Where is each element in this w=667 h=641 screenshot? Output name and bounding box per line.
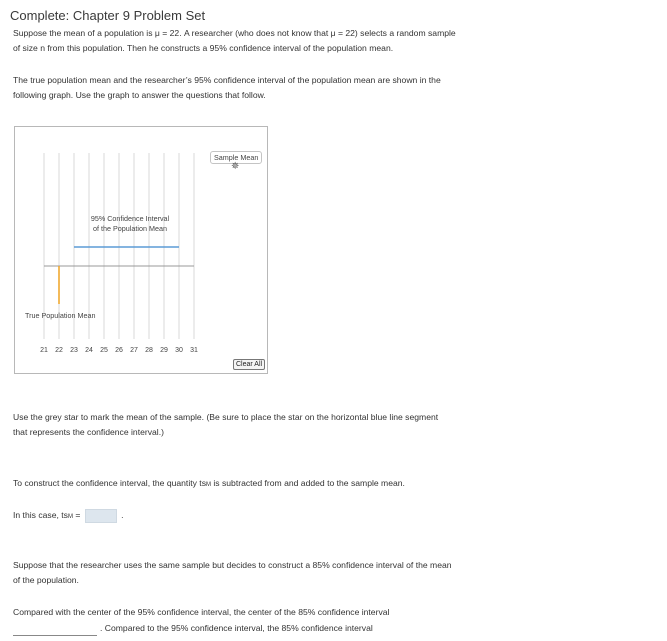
tick-label-25: 25: [100, 347, 108, 354]
tick-label-21: 21: [40, 347, 48, 354]
instruction-line-2: that represents the confidence interval.): [13, 427, 164, 437]
case-equals: =: [72, 510, 81, 520]
ci-label-line-1: 95% Confidence Interval: [90, 214, 170, 223]
tick-label-23: 23: [70, 347, 78, 354]
graph-intro-line-2: following graph. Use the graph to answer the questions that follow.: [13, 90, 266, 100]
true-mean-label: True Population Mean: [25, 311, 96, 320]
intro-line-2: of size n from this population. Then he constructs a 95% confidence interval of the population mean.: [13, 43, 394, 53]
ci-label: [85, 214, 175, 234]
tick-label-28: 28: [145, 347, 153, 354]
question-85-paragraph: [13, 558, 473, 588]
star-icon[interactable]: ✵: [231, 161, 240, 172]
instruction-line-1: Use the grey star to mark the mean of the sample. (Be sure to place the star on the horizontal blue line segment: [13, 412, 439, 422]
compare-line-2: . Compared to the 95% confidence interval, the 85% confidence interval: [100, 623, 373, 633]
intro-paragraph: [13, 26, 473, 56]
clear-all-button[interactable]: Clear All: [233, 359, 265, 370]
intro-line-1: Suppose the mean of a population is μ = 22. A researcher (who does not know that μ = 22) selects a random sample: [13, 28, 456, 38]
legend-sample-mean: Sample Mean: [210, 151, 262, 164]
compare-line-2-wrap: [13, 620, 473, 636]
construct-text-after: is subtracted from and added to the sample mean.: [211, 478, 405, 488]
tick-label-31: 31: [190, 347, 198, 354]
construct-text-before: To construct the confidence interval, the quantity ts: [13, 478, 206, 488]
confidence-interval-graph[interactable]: [14, 126, 268, 374]
case-period: .: [121, 510, 124, 520]
tick-label-26: 26: [115, 347, 123, 354]
ci-label-line-2: of the Population Mean: [93, 224, 167, 233]
tick-label-24: 24: [85, 347, 93, 354]
case-text: In this case, ts: [13, 510, 68, 520]
tick-label-22: 22: [55, 347, 63, 354]
tick-label-27: 27: [130, 347, 138, 354]
tick-label-30: 30: [175, 347, 183, 354]
compare-line-1: Compared with the center of the 95% confidence interval, the center of the 85% confidence interval: [13, 607, 390, 617]
compare-paragraph: [13, 605, 473, 636]
question-85-line-1: Suppose that the researcher uses the same sample but decides to construct a 85% confidence interval of the mean: [13, 560, 452, 570]
construct-paragraph: [13, 476, 473, 493]
instruction-paragraph: [13, 410, 473, 440]
graph-intro-line-1: The true population mean and the researcher’s 95% confidence interval of the population mean are shown in the: [13, 75, 441, 85]
construct-subscript: M: [206, 482, 211, 488]
graph-intro-paragraph: [13, 73, 473, 103]
case-subscript: M: [67, 514, 73, 520]
tick-label-29: 29: [160, 347, 168, 354]
page-title: Complete: Chapter 9 Problem Set: [10, 8, 206, 23]
case-line: [13, 508, 473, 525]
tsm-answer-input[interactable]: [85, 509, 117, 523]
center-answer-dropdown[interactable]: [13, 620, 97, 636]
question-85-line-2: of the population.: [13, 575, 79, 585]
